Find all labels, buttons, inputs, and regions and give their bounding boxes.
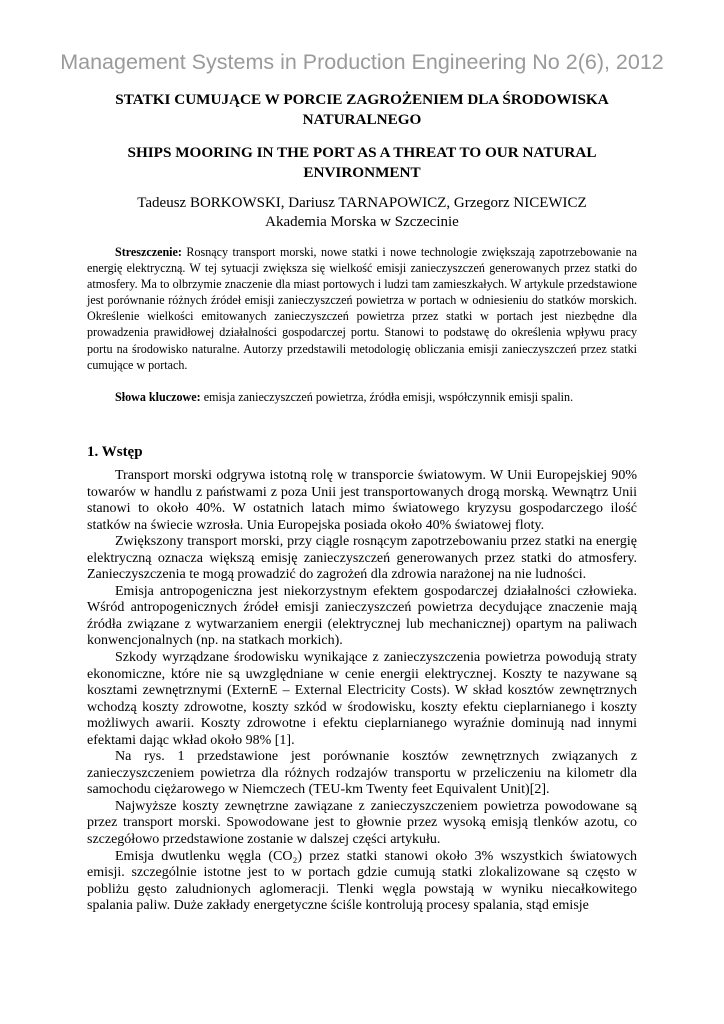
- author-block: [60, 194, 664, 232]
- keywords-paragraph: [87, 389, 637, 405]
- abstract-paragraph: [87, 244, 637, 373]
- body-paragraph: Transport morski odgrywa istotną rolę w transporcie światowym. W Unii Europejskiej 90% towarów w handlu z państwami z poza Unii jest transportowanych drogą morską. Wewnątrz Unii stanowi to około 40%. W ostatnich latach mimo światowego kryzysu gospodarczego ilość statków na świecie wzrosła. Unia Europejska posiada około 40% światowej floty.: [87, 468, 637, 533]
- body-paragraph: Zwiększony transport morski, przy ciągle rosnącym zapotrzebowaniu przez statki na energię elektryczną oznacza większą emisję zanieczyszczeń generowanych przez statki do atmosfery. Zanieczyszczenia te mogą prowadzić do zagrożeń dla zdrowia narażonej na nie ludności.: [87, 534, 637, 583]
- title-polish: STATKI CUMUJĄCE W PORCIE ZAGROŻENIEM DLA ŚRODOWISKA NATURALNEGO: [115, 91, 609, 128]
- title-english: SHIPS MOORING IN THE PORT AS A THREAT TO OUR NATURAL ENVIRONMENT: [127, 144, 597, 181]
- section-heading: 1. Wstęp: [87, 444, 143, 460]
- affiliation: Akademia Morska w Szczecinie: [265, 214, 459, 230]
- body-paragraph: Na rys. 1 przedstawione jest porównanie kosztów zewnętrznych związanych z zanieczyszczeniem powietrza dla różnych rodzajów transportu w przeliczeniu na kilometr dla samochodu ciężarowego w Niemczech (TEU-km Twenty feet Equivalent Unit)[2].: [87, 749, 637, 798]
- body-paragraph: Emisja antropogeniczna jest niekorzystnym efektem gospodarczej działalności człowieka. Wśród antropogenicznych źródeł emisji zanieczyszczeń powietrza decydujące znaczenie mają źródła związane z wytwarzaniem energii (elektrycznej lub mechanicznej) opartym na paliwach konwencjonalnych (np. na statkach morkich).: [87, 583, 637, 649]
- abstract-text: Rosnący transport morski, nowe statki i nowe technologie zwiększają zapotrzebowanie na energię elektryczną. W tej sytuacji zwiększa się wielkość emisji zanieczyszczeń generowanych przez statki do atmosfery. Ma to olbrzymie znaczenie dla miast portowych i ludzi tam zamieszkałych. W artykule przedstawione jest porównanie różnych źródeł emisji zanieczyszczeń powietrza w portach w odniesieniu do statków morskich. Określenie wielkości emitowanych zanieczyszczeń powietrza przez statki w portach jest niezbędne dla prowadzenia prawidłowej działalności gospodarczej portu. Stanowi to podstawę do określenia wpływu pracy portu na środowisko naturalne. Autorzy przedstawili metodologię obliczania emisji zanieczyszczeń przez statki cumujące w portach.: [87, 245, 637, 372]
- body-paragraph: Emisja dwutlenku węgla (CO₂) przez statki stanowi około 3% wszystkich światowych emisji. szczególnie istotne jest to w portach gdzie cumują statki zlokalizowane są często w pobliżu gęsto zaludnionych aglomeracji. Tlenki węgla powstają w wyniku niecałkowitego spalania paliw. Duże zakłady energetyczne ściśle kontrolują procesy spalania, stąd emisje: [87, 848, 637, 914]
- body-paragraph: Szkody wyrządzane środowisku wynikające z zanieczyszczenia powietrza powodują straty ekonomiczne, które nie są uwzględniane w cenie energii elektrycznej. Koszty te nazywane są kosztami zewnętrznymi (ExternE – External Electricity Costs). W skład kosztów zewnętrznych wchodzą koszty zdrowotne, koszty szkód w środowisku, koszty efektu cieplarnianego i koszty możliwych awarii. Koszty zdrowotne i efektu cieplarnianego wyraźnie dominują nad innymi efektami dając wkład około 98% [1].: [87, 650, 637, 748]
- authors: Tadeusz BORKOWSKI, Dariusz TARNAPOWICZ, Grzegorz NICEWICZ: [137, 195, 587, 211]
- body-paragraph: Najwyższe koszty zewnętrzne zawiązane z zanieczyszczeniem powietrza powodowane są przez transport morski. Spowodowane jest to głownie przez wysoką emisją tlenków azotu, co szczegółowo przedstawione zostanie w dalszej części artykułu.: [87, 798, 637, 848]
- keywords-text: emisja zanieczyszczeń powietrza, źródła emisji, współczynnik emisji spalin.: [203, 389, 574, 404]
- abstract-label: Streszczenie:: [115, 245, 182, 259]
- abstract: [87, 244, 637, 405]
- section-body: [87, 468, 637, 915]
- journal-header: Management Systems in Production Engineering No 2(6), 2012: [60, 50, 664, 74]
- keywords-label: Słowa kluczowe:: [115, 389, 201, 404]
